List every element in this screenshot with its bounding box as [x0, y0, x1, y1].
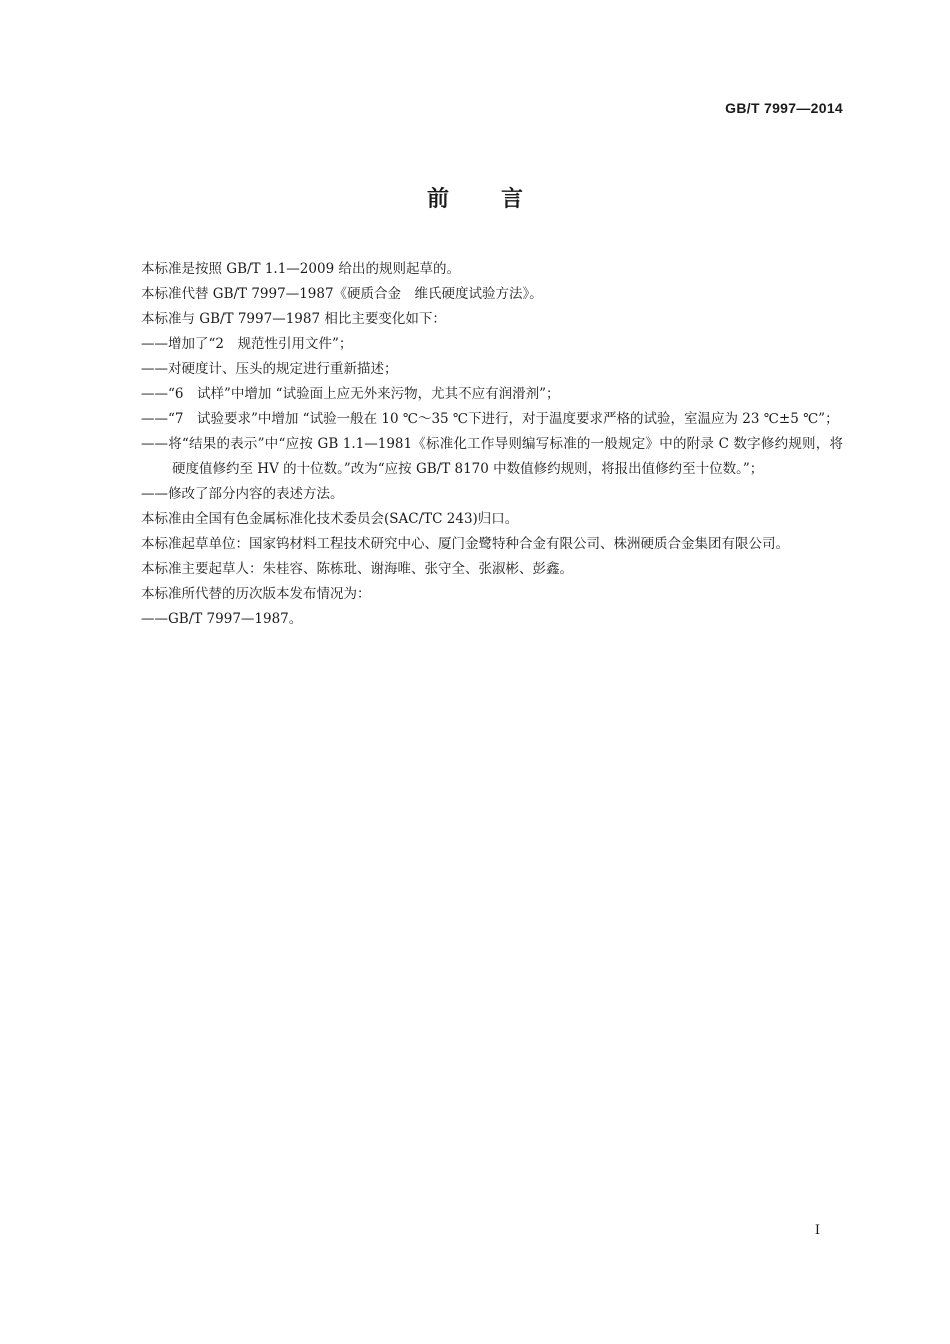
page-title: 前言 — [426, 187, 575, 212]
change-list-item: ——修改了部分内容的表述方法。 — [141, 486, 344, 502]
change-list-item: ——增加了“2 规范性引用文件”； — [141, 336, 353, 352]
standard-number: GB/T 7997—2014 — [725, 100, 843, 116]
page-number: I — [814, 1223, 820, 1238]
paragraph: 本标准主要起草人：朱桂容、陈栋玭、谢海唯、张守全、张淑彬、彭鑫。 — [141, 561, 573, 577]
change-list-item: ——对硬度计、压头的规定进行重新描述； — [141, 361, 398, 377]
change-list-item: ——“7 试验要求”中增加 “试验一般在 10 ℃～35 ℃下进行，对于温度要求严格的试验，室温应为 23 ℃±5 ℃”； — [141, 411, 839, 427]
change-list-item: ——将“结果的表示”中“应按 GB 1.1—1981《标准化工作导则编写标准的一般规定》中的附录 C 数字修约规则，将硬度值修约至 HV 的十位数。”改为“应按 GB/T 8170 中数值修约规则，将报出值修约至十位数。”； — [141, 436, 843, 477]
version-list-item: ——GB/T 7997—1987。 — [141, 611, 303, 627]
paragraph: 本标准是按照 GB/T 1.1—2009 给出的规则起草的。 — [141, 261, 460, 277]
paragraph: 本标准与 GB/T 7997—1987 相比主要变化如下： — [141, 311, 446, 327]
paragraph: 本标准起草单位：国家钨材料工程技术研究中心、厦门金鹭特种合金有限公司、株洲硬质合金集团有限公司。 — [141, 536, 789, 552]
change-list-item: ——“6 试样”中增加 “试验面上应无外来污物，尤其不应有润滑剂”； — [141, 386, 560, 402]
paragraph: 本标准所代替的历次版本发布情况为： — [141, 586, 371, 602]
paragraph: 本标准由全国有色金属标准化技术委员会(SAC/TC 243)归口。 — [141, 511, 519, 527]
foreword-body — [109, 257, 843, 632]
paragraph: 本标准代替 GB/T 7997—1987《硬质合金 维氏硬度试验方法》。 — [141, 286, 543, 302]
